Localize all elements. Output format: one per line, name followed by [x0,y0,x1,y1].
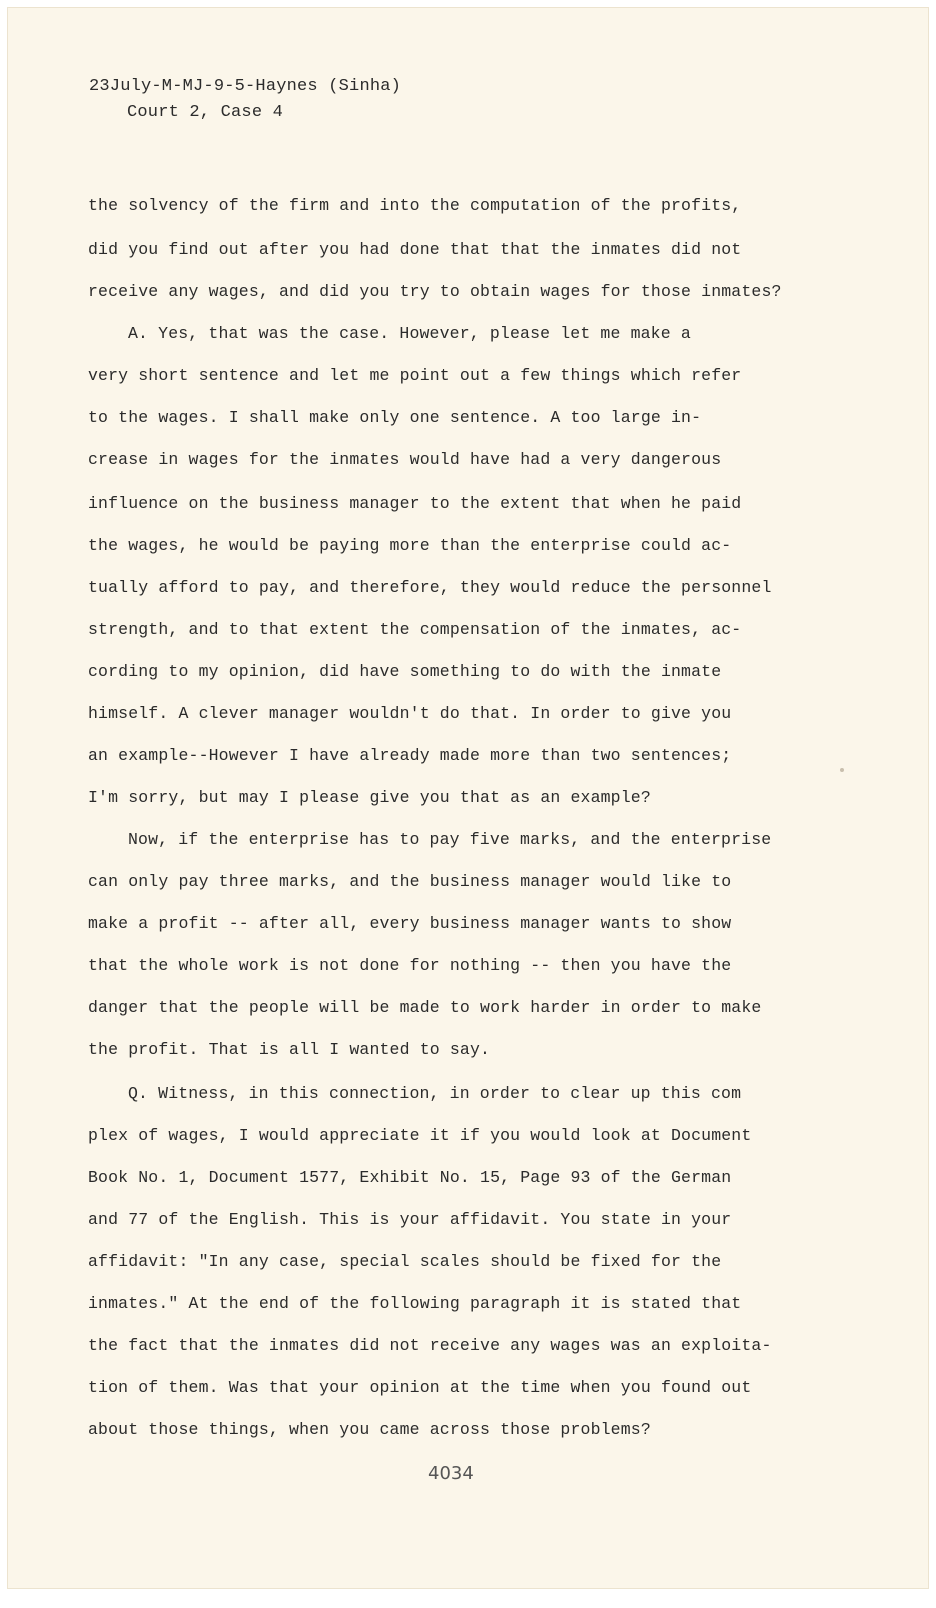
body-line: did you find out after you had done that that the inmates did not [88,240,742,259]
body-line: the wages, he would be paying more than the enterprise could ac- [88,536,732,555]
body-line: A. Yes, that was the case. However, please let me make a [128,324,691,343]
body-line: the profit. That is all I wanted to say. [88,1040,491,1059]
header-reference: 23July-M-MJ-9-5-Haynes (Sinha) [89,77,402,96]
body-line: cording to my opinion, did have something to do with the inmate [88,662,722,681]
body-line: tually afford to pay, and therefore, they would reduce the personnel [88,578,772,597]
body-line: Book No. 1, Document 1577, Exhibit No. 15, Page 93 of the German [88,1168,732,1187]
body-line: that the whole work is not done for nothing -- then you have the [88,956,732,975]
paper-speck [840,768,844,772]
header-court-case: Court 2, Case 4 [127,103,284,122]
body-line: the solvency of the firm and into the computation of the profits, [88,196,742,215]
body-line: himself. A clever manager wouldn't do that. In order to give you [88,704,732,723]
body-line: danger that the people will be made to work harder in order to make [88,998,762,1017]
body-line: an example--However I have already made more than two sentences; [88,746,732,765]
body-line: crease in wages for the inmates would have had a very dangerous [88,450,722,469]
body-line: about those things, when you came across those problems? [88,1420,651,1439]
body-line: I'm sorry, but may I please give you that as an example? [88,788,651,807]
body-line: tion of them. Was that your opinion at the time when you found out [88,1378,752,1397]
body-line: inmates." At the end of the following paragraph it is stated that [88,1294,742,1313]
body-line: very short sentence and let me point out a few things which refer [88,366,742,385]
body-line: Q. Witness, in this connection, in order to clear up this com [128,1084,742,1103]
body-line: plex of wages, I would appreciate it if you would look at Document [88,1126,752,1145]
body-line: to the wages. I shall make only one sentence. A too large in- [88,408,702,427]
page-number: 4034 [428,1463,474,1484]
body-line: strength, and to that extent the compensation of the inmates, ac- [88,620,742,639]
body-line: Now, if the enterprise has to pay five marks, and the enterprise [128,830,772,849]
document-page [8,8,928,1588]
body-line: receive any wages, and did you try to obtain wages for those inmates? [88,282,782,301]
body-line: influence on the business manager to the extent that when he paid [88,494,742,513]
body-line: can only pay three marks, and the business manager would like to [88,872,732,891]
body-line: make a profit -- after all, every business manager wants to show [88,914,732,933]
body-line: the fact that the inmates did not receive any wages was an exploita- [88,1336,772,1355]
body-line: and 77 of the English. This is your affidavit. You state in your [88,1210,732,1229]
document-header [89,74,401,126]
body-line: affidavit: "In any case, special scales should be fixed for the [88,1252,722,1271]
